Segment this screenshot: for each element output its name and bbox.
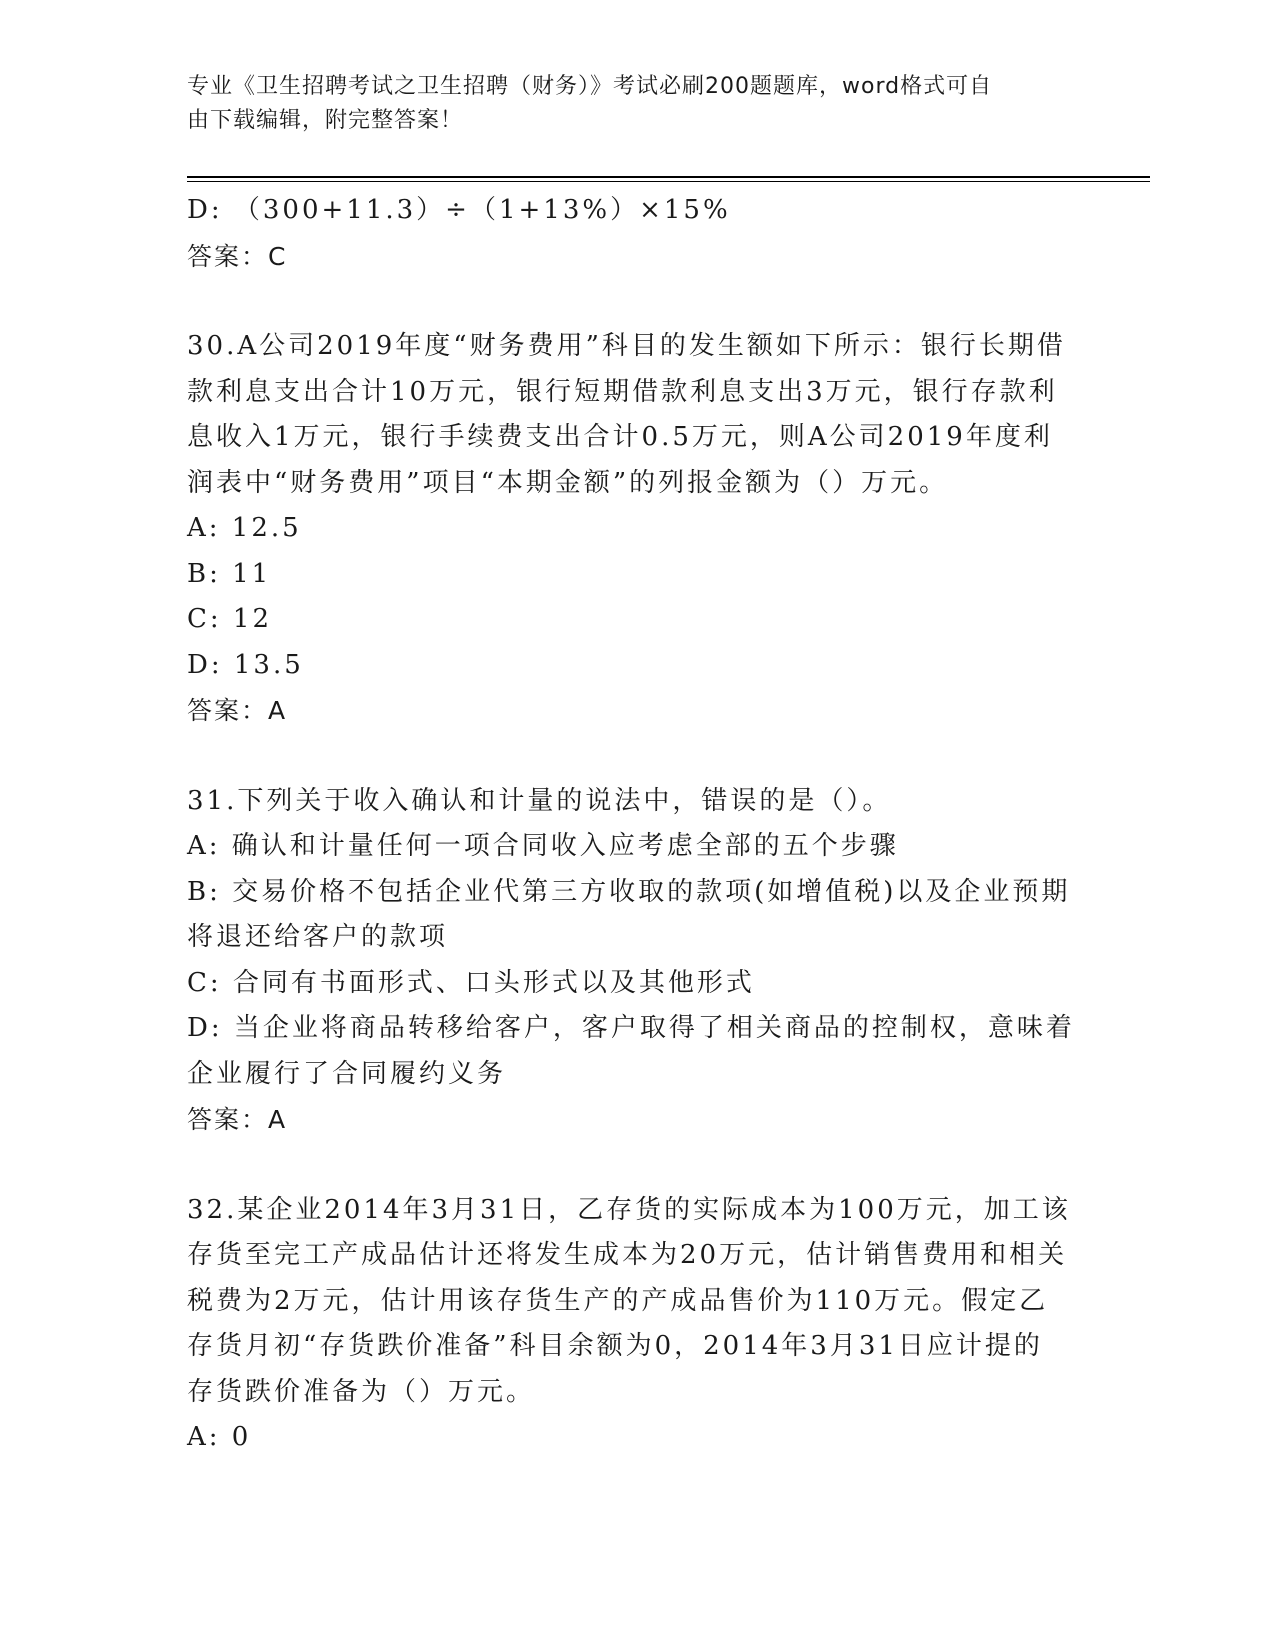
document-body — [187, 188, 1092, 1461]
answer: 答案：A — [187, 1105, 288, 1134]
spacer — [187, 734, 1092, 779]
option-a: A: 0 — [187, 1422, 252, 1452]
option-d: D: 当企业将商品转移给客户，客户取得了相关商品的控制权，意味着 — [187, 1013, 1075, 1043]
question-31 — [187, 779, 1092, 1143]
question-stem-line: 存货跌价准备为（）万元。 — [187, 1376, 536, 1407]
question-stem-line: 30.A公司2019年度“财务费用”科目的发生额如下所示：银行长期借 — [187, 331, 1066, 361]
question-stem-line: 32.某企业2014年3月31日，乙存货的实际成本为100万元，加工该 — [187, 1194, 1071, 1225]
header-line: 由下载编辑，附完整答案！ — [187, 108, 464, 133]
option-a: A: 确认和计量任何一项合同收入应考虑全部的五个步骤 — [187, 831, 899, 861]
option-d-continued: 企业履行了合同履约义务 — [187, 1058, 507, 1089]
option-b: B: 交易价格不包括企业代第三方收取的款项(如增值税)以及企业预期 — [187, 876, 1071, 907]
option-a: A: 12.5 — [187, 513, 302, 543]
question-stem-line: 款利息支出合计10万元，银行短期借款利息支出3万元，银行存款利 — [187, 376, 1058, 407]
question-stem-line: 税费为2万元，估计用该存货生产的产成品售价为110万元。假定乙 — [187, 1285, 1049, 1316]
option-d: D: 13.5 — [187, 649, 304, 680]
answer: 答案：C — [187, 241, 288, 271]
spacer — [187, 279, 1092, 324]
option-b: B: 11 — [187, 558, 272, 589]
question-32 — [187, 1188, 1092, 1461]
question-30 — [187, 324, 1092, 734]
answer: 答案：A — [187, 696, 288, 725]
option-b-continued: 将退还给客户的款项 — [187, 922, 449, 952]
question-stem-line: 存货至完工产成品估计还将发生成本为20万元，估计销售费用和相关 — [187, 1240, 1068, 1270]
document-header — [187, 70, 1067, 138]
option-c: C: 12 — [187, 604, 273, 634]
option-d: D: （300+11.3）÷（1+13%）×15% — [187, 195, 731, 225]
prev-question-tail — [187, 188, 1092, 279]
question-stem-line: 存货月初“存货跌价准备”科目余额为0，2014年3月31日应计提的 — [187, 1331, 1043, 1361]
question-stem-line: 31.下列关于收入确认和计量的说法中，错误的是（）。 — [187, 785, 892, 816]
question-stem-line: 息收入1万元，银行手续费支出合计0.5万元，则A公司2019年度利 — [187, 422, 1053, 452]
question-stem-line: 润表中“财务费用”项目“本期金额”的列报金额为（）万元。 — [187, 467, 949, 498]
spacer — [187, 1143, 1092, 1188]
header-divider-thick — [187, 176, 1150, 178]
option-c: C: 合同有书面形式、口头形式以及其他形式 — [187, 967, 755, 998]
header-divider-thin — [187, 181, 1150, 182]
header-line: 专业《卫生招聘考试之卫生招聘（财务）》考试必刷200题题库，word格式可自 — [187, 74, 993, 99]
